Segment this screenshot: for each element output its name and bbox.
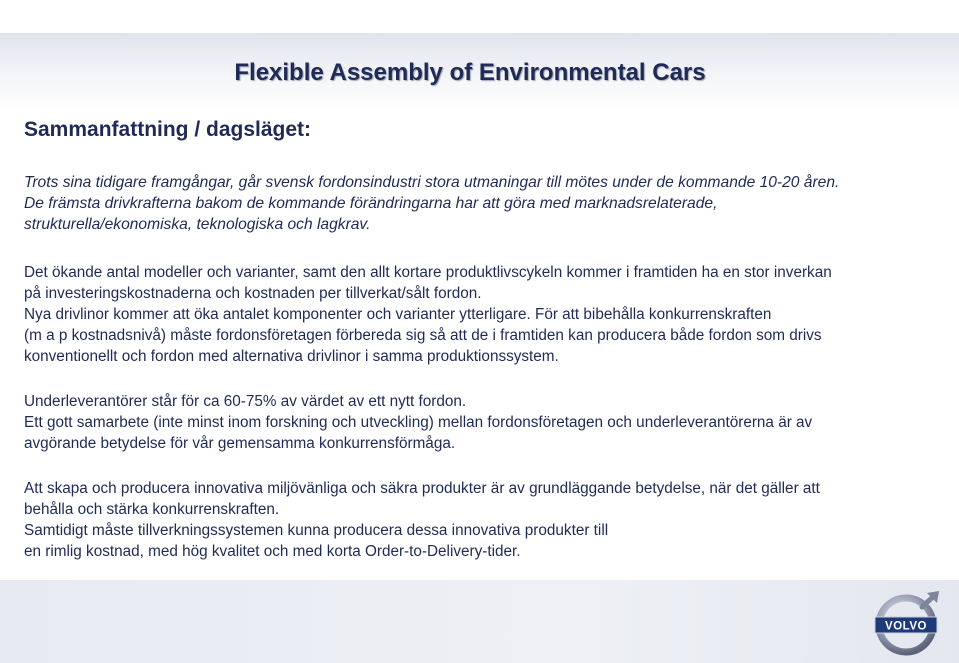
summary-line: Trots sina tidigare framgångar, går svensk fordonsindustri stora utmaningar till mötes under de kommande 10-20 åren. — [24, 174, 840, 191]
slide-content — [24, 172, 939, 562]
paragraph-line: Nya drivlinor kommer att öka antalet komponenter och varianter ytterligare. För att bibehålla konkurrenskraften — [24, 306, 772, 323]
paragraph-line: Underleverantörer står för ca 60-75% av värdet av ett nytt fordon. — [24, 393, 467, 410]
summary-line: De främsta drivkrafterna bakom de kommande förändringarna har att göra med marknadsrelaterade, — [24, 195, 718, 212]
page-title: Flexible Assembly of Environmental Cars — [234, 59, 706, 86]
summary-line: strukturella/ekonomiska, teknologiska och lagkrav. — [24, 216, 371, 233]
innovation-paragraph — [24, 478, 939, 562]
paragraph-line: Samtidigt måste tillverkningssystemen kunna producera dessa innovativa produkter till — [24, 522, 609, 539]
volvo-iron-mark-icon — [873, 588, 943, 658]
paragraph-line: Det ökande antal modeller och varianter, samt den allt kortare produktlivscykeln kommer i framtiden ha en stor inverkan — [24, 264, 832, 281]
paragraph-line: på investeringskostnaderna och kostnaden per tillverkat/sålt fordon. — [24, 285, 482, 302]
footer-band — [0, 580, 959, 663]
paragraph-line: Att skapa och producera innovativa miljövänliga och säkra produkter är av grundläggande betydelse, när det gäller att — [24, 480, 820, 497]
paragraph-line: konventionellt och fordon med alternativa drivlinor i samma produktionssystem. — [24, 348, 559, 365]
section-subtitle: Sammanfattning / dagsläget: — [24, 118, 312, 141]
summary-paragraph — [24, 172, 939, 235]
logo-text: VOLVO — [885, 620, 927, 633]
variants-paragraph — [24, 262, 939, 367]
suppliers-paragraph — [24, 391, 939, 454]
paragraph-line: Ett gott samarbete (inte minst inom forskning och utveckling) mellan fordonsföretagen och underleverantörerna är av — [24, 414, 813, 431]
paragraph-line: en rimlig kostnad, med hög kvalitet och med korta Order-to-Delivery-tider. — [24, 543, 521, 560]
paragraph-line: (m a p kostnadsnivå) måste fordonsföretagen förbereda sig så att de i framtiden kan producera både fordon som drivs — [24, 327, 822, 344]
paragraph-line: avgörande betydelse för vår gemensamma konkurrensförmåga. — [24, 435, 456, 452]
paragraph-line: behålla och stärka konkurrenskraften. — [24, 501, 280, 518]
